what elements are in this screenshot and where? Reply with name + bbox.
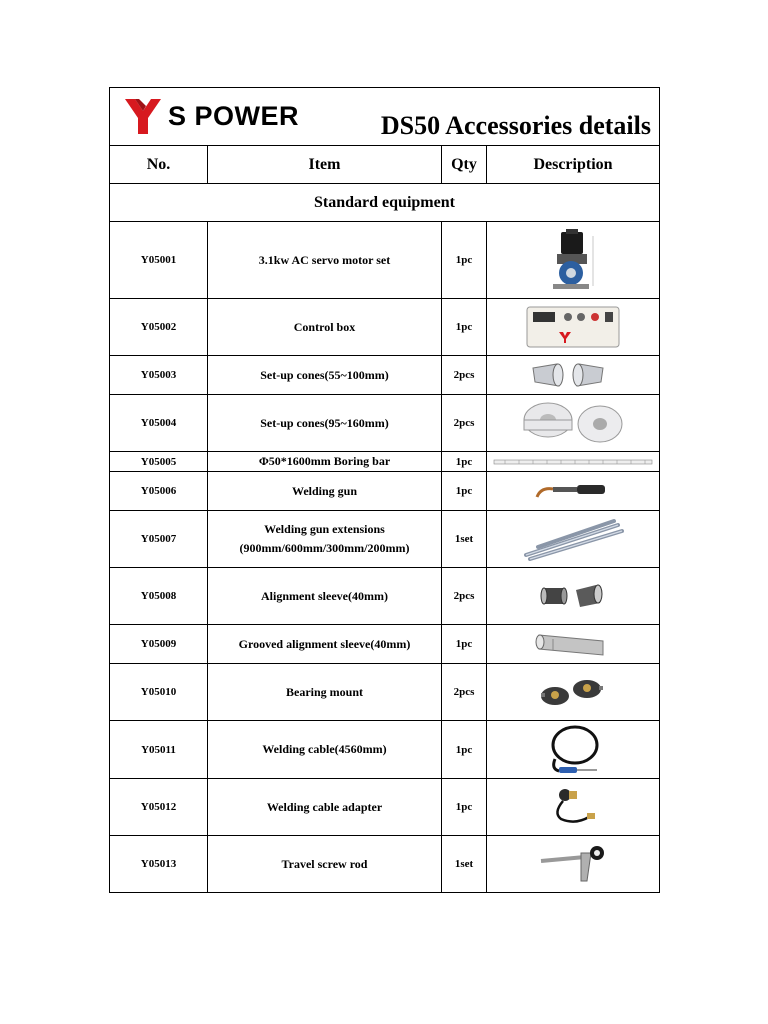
table-row: [110, 299, 660, 356]
item-name: Travel screw rod: [208, 836, 442, 893]
item-name: Grooved alignment sleeve(40mm): [208, 625, 442, 664]
item-picture: [487, 721, 660, 779]
item-name: Alignment sleeve(40mm): [208, 568, 442, 625]
col-qty-header: Qty: [442, 146, 487, 184]
grooved-sleeve-icon: [533, 629, 613, 659]
ys-logo-icon: [124, 96, 164, 136]
table-row: [110, 222, 660, 299]
item-number: Y05013: [110, 836, 208, 893]
item-name: Welding cable(4560mm): [208, 721, 442, 779]
logo-text: S POWER: [168, 100, 300, 131]
table-row: [110, 836, 660, 893]
item-qty: 2pcs: [442, 664, 487, 721]
table-row: [110, 568, 660, 625]
item-picture: [487, 452, 660, 472]
header-cell: [110, 88, 660, 146]
section-row: [110, 184, 660, 222]
item-number: Y05006: [110, 472, 208, 511]
table-row: [110, 511, 660, 568]
item-qty: 2pcs: [442, 395, 487, 452]
item-number: Y05005: [110, 452, 208, 472]
table-row: [110, 721, 660, 779]
item-qty: 1pc: [442, 299, 487, 356]
boring-bar-icon: [493, 457, 653, 467]
welding-cable-icon: [541, 723, 605, 777]
table-row: [110, 472, 660, 511]
item-name: Φ50*1600mm Boring bar: [208, 452, 442, 472]
item-picture: [487, 395, 660, 452]
col-description-header: Description: [487, 146, 660, 184]
page-title: DS50 Accessories details: [380, 111, 651, 140]
item-picture: [487, 779, 660, 836]
table-row: [110, 779, 660, 836]
col-item-header: Item: [208, 146, 442, 184]
table-row: [110, 664, 660, 721]
item-number: Y05007: [110, 511, 208, 568]
item-picture: [487, 511, 660, 568]
item-picture: [487, 356, 660, 395]
item-name: [208, 511, 442, 568]
item-picture: [487, 568, 660, 625]
item-number: Y05004: [110, 395, 208, 452]
item-qty: 1set: [442, 836, 487, 893]
screw-rod-icon: [537, 841, 609, 887]
item-name: Set-up cones(55~100mm): [208, 356, 442, 395]
item-name-line2: (900mm/600mm/300mm/200mm): [239, 541, 410, 555]
item-number: Y05012: [110, 779, 208, 836]
gun-extensions-icon: [518, 517, 628, 561]
item-number: Y05001: [110, 222, 208, 299]
item-qty: 2pcs: [442, 356, 487, 395]
item-name: Set-up cones(95~160mm): [208, 395, 442, 452]
table-row: [110, 395, 660, 452]
table-row: [110, 625, 660, 664]
item-number: Y05008: [110, 568, 208, 625]
item-picture: [487, 299, 660, 356]
header-row: [110, 88, 660, 146]
table-row: [110, 356, 660, 395]
servo-motor-icon: [543, 228, 603, 292]
small-cones-icon: [527, 360, 619, 390]
item-qty: 1pc: [442, 222, 487, 299]
item-qty: 1pc: [442, 779, 487, 836]
column-header-row: [110, 146, 660, 184]
item-name: 3.1kw AC servo motor set: [208, 222, 442, 299]
item-number: Y05002: [110, 299, 208, 356]
item-name: Control box: [208, 299, 442, 356]
item-name: Welding gun: [208, 472, 442, 511]
item-number: Y05009: [110, 625, 208, 664]
item-qty: 1pc: [442, 721, 487, 779]
item-picture: [487, 222, 660, 299]
item-name: Bearing mount: [208, 664, 442, 721]
item-number: Y05011: [110, 721, 208, 779]
item-picture: [487, 625, 660, 664]
section-title: Standard equipment: [110, 184, 660, 222]
accessories-table: [109, 87, 660, 893]
item-picture: [487, 664, 660, 721]
welding-gun-icon: [533, 479, 613, 503]
item-qty: 1pc: [442, 472, 487, 511]
control-box-icon: [523, 302, 623, 352]
table-row: [110, 452, 660, 472]
item-number: Y05003: [110, 356, 208, 395]
ys-power-logo: [124, 96, 299, 136]
item-number: Y05010: [110, 664, 208, 721]
item-name: Welding cable adapter: [208, 779, 442, 836]
item-qty: 2pcs: [442, 568, 487, 625]
col-no-header: No.: [110, 146, 208, 184]
item-picture: [487, 836, 660, 893]
item-qty: 1pc: [442, 625, 487, 664]
item-qty: 1pc: [442, 452, 487, 472]
item-qty: 1set: [442, 511, 487, 568]
item-name-line1: Welding gun extensions: [264, 522, 385, 536]
bearing-mount-icon: [535, 675, 611, 709]
cable-adapter-icon: [545, 785, 601, 829]
alignment-sleeve-icon: [538, 581, 608, 611]
item-picture: [487, 472, 660, 511]
large-cones-icon: [518, 398, 628, 448]
